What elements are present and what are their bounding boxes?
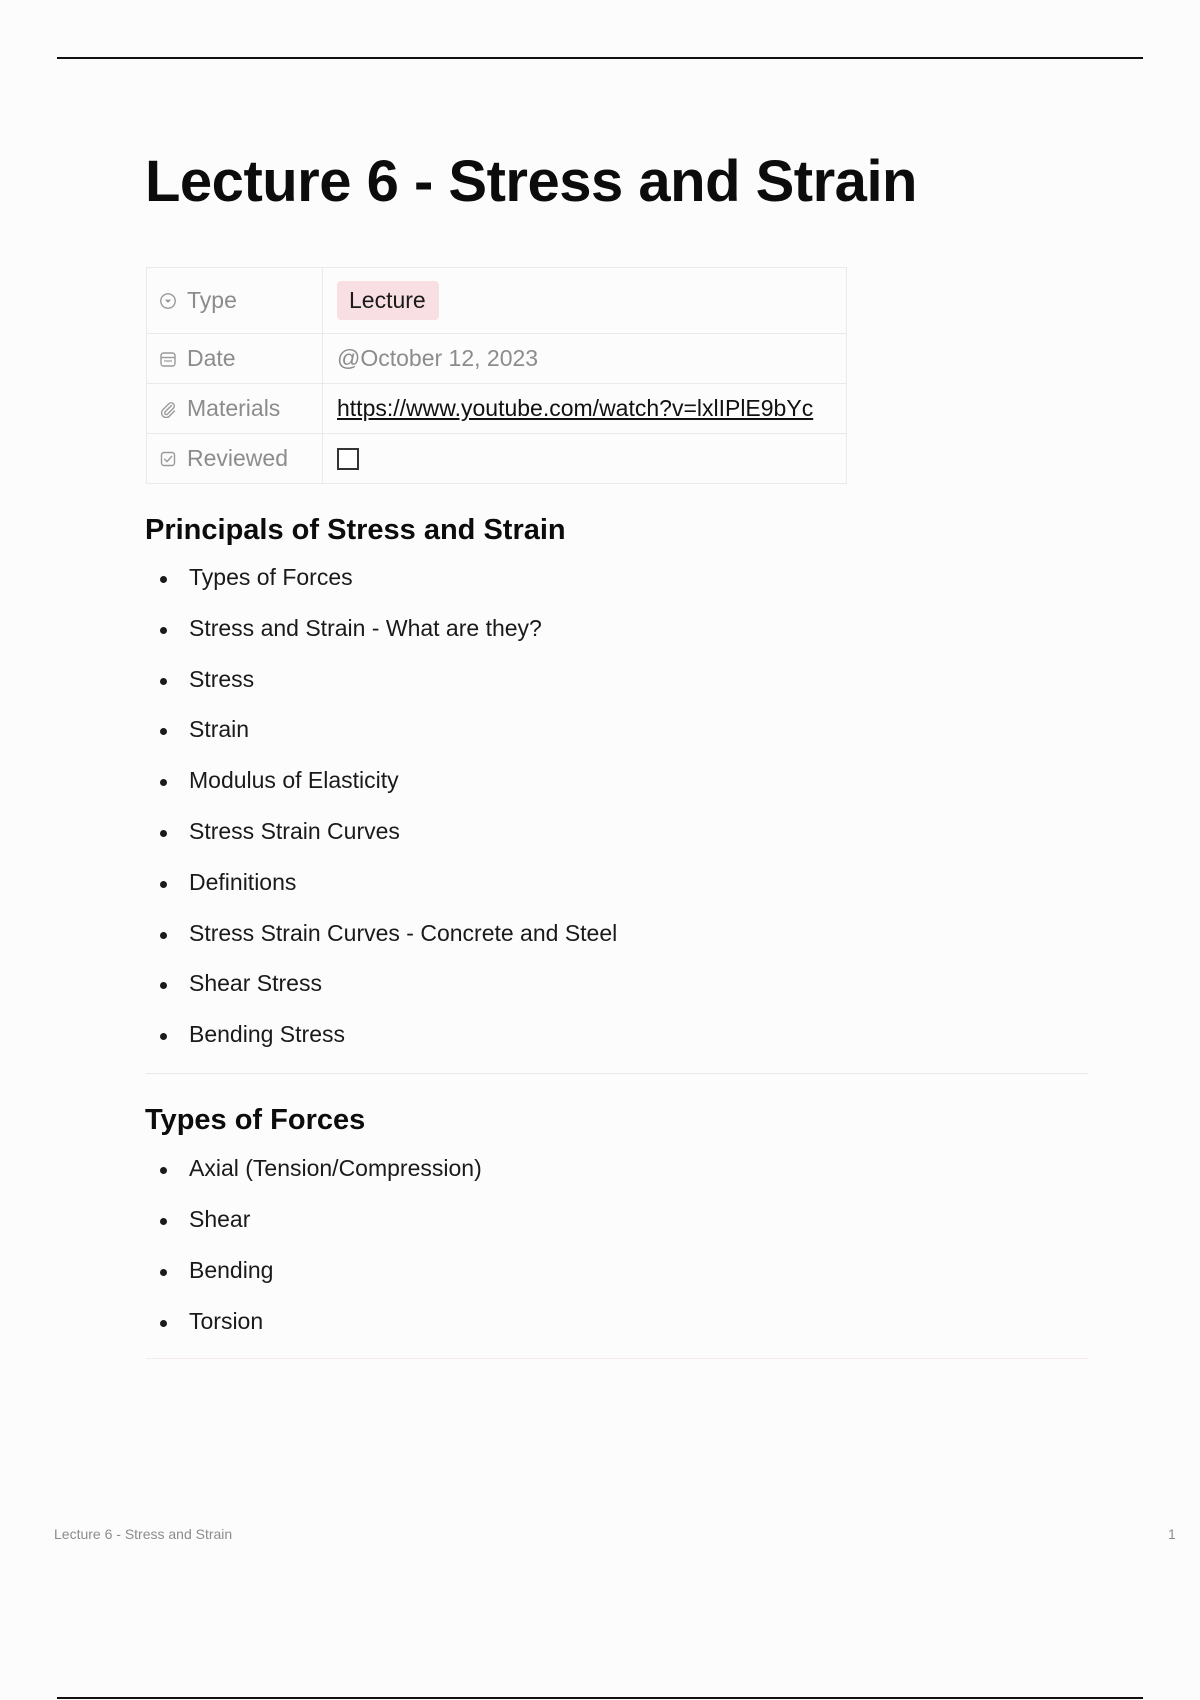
bullet-icon	[160, 576, 167, 583]
paperclip-icon	[159, 400, 177, 418]
list-item-text: Stress and Strain - What are they?	[189, 614, 542, 641]
bullet-icon	[160, 1167, 167, 1174]
list-item	[145, 970, 617, 1021]
list-item-text: Bending Stress	[189, 1021, 345, 1048]
property-label-date: Date	[187, 345, 236, 371]
property-row-materials	[147, 384, 847, 434]
list-item	[145, 716, 617, 767]
materials-link[interactable]: https://www.youtube.com/watch?v=lxlIPlE9bYc	[337, 395, 814, 421]
section-heading-types-of-forces: Types of Forces	[145, 1104, 366, 1136]
list-item	[145, 1257, 482, 1308]
forces-list	[145, 1155, 482, 1359]
bullet-icon	[160, 932, 167, 939]
top-rule	[57, 57, 1143, 59]
property-value-date[interactable]	[323, 334, 847, 384]
property-label-materials: Materials	[187, 395, 281, 421]
list-item	[145, 767, 617, 818]
list-item	[145, 1155, 482, 1206]
property-row-type	[147, 268, 847, 334]
property-key-type	[147, 268, 323, 334]
footer-page-number: 1	[1168, 1526, 1176, 1542]
select-circle-icon	[159, 292, 177, 310]
list-item-text: Axial (Tension/Compression)	[189, 1155, 482, 1181]
calendar-icon	[159, 350, 177, 368]
section-heading-principals: Principals of Stress and Strain	[145, 514, 566, 546]
list-item-text: Shear Stress	[189, 970, 322, 997]
property-key-date	[147, 334, 323, 384]
reviewed-checkbox[interactable]	[337, 448, 359, 470]
properties-table	[146, 267, 847, 484]
footer-doc-title: Lecture 6 - Stress and Strain	[54, 1526, 233, 1542]
type-tag[interactable]: Lecture	[337, 281, 439, 320]
list-item-text: Torsion	[189, 1308, 264, 1334]
bullet-icon	[160, 779, 167, 786]
date-value[interactable]: @October 12, 2023	[337, 345, 539, 371]
list-item	[145, 1308, 482, 1359]
list-item	[145, 818, 617, 869]
bullet-icon	[160, 830, 167, 837]
list-item	[145, 1206, 482, 1257]
page-title: Lecture 6 - Stress and Strain	[145, 149, 917, 214]
list-item-text: Shear	[189, 1206, 251, 1232]
section-divider	[146, 1073, 1088, 1074]
property-key-materials	[147, 384, 323, 434]
property-key-reviewed	[147, 434, 323, 484]
list-item	[145, 920, 617, 971]
list-item-text: Modulus of Elasticity	[189, 767, 399, 794]
bullet-icon	[160, 678, 167, 685]
list-item	[145, 666, 617, 717]
property-label-reviewed: Reviewed	[187, 445, 288, 471]
bullet-icon	[160, 728, 167, 735]
bullet-icon	[160, 982, 167, 989]
bullet-icon	[160, 881, 167, 888]
section-divider	[146, 1358, 1088, 1359]
property-value-reviewed	[323, 434, 847, 484]
list-item	[145, 869, 617, 920]
bullet-icon	[160, 1033, 167, 1040]
list-item	[145, 564, 617, 615]
property-row-date	[147, 334, 847, 384]
property-value-type[interactable]	[323, 268, 847, 334]
bullet-icon	[160, 1320, 167, 1327]
property-label-type: Type	[187, 287, 237, 313]
list-item-text: Stress Strain Curves - Concrete and Steel	[189, 919, 618, 946]
principals-list	[145, 564, 617, 1072]
bullet-icon	[160, 1218, 167, 1225]
checkbox-property-icon	[159, 450, 177, 468]
list-item-text: Types of Forces	[189, 564, 353, 590]
property-value-materials	[323, 384, 847, 434]
list-item-text: Definitions	[189, 868, 297, 895]
list-item	[145, 615, 617, 666]
bullet-icon	[160, 627, 167, 634]
property-row-reviewed	[147, 434, 847, 484]
list-item-text: Strain	[189, 716, 250, 743]
list-item-text: Stress	[189, 665, 255, 692]
list-item-text: Bending	[189, 1257, 274, 1283]
list-item-text: Stress Strain Curves	[189, 817, 400, 844]
bullet-icon	[160, 1269, 167, 1276]
bottom-rule	[57, 1697, 1143, 1699]
list-item	[145, 1021, 617, 1072]
